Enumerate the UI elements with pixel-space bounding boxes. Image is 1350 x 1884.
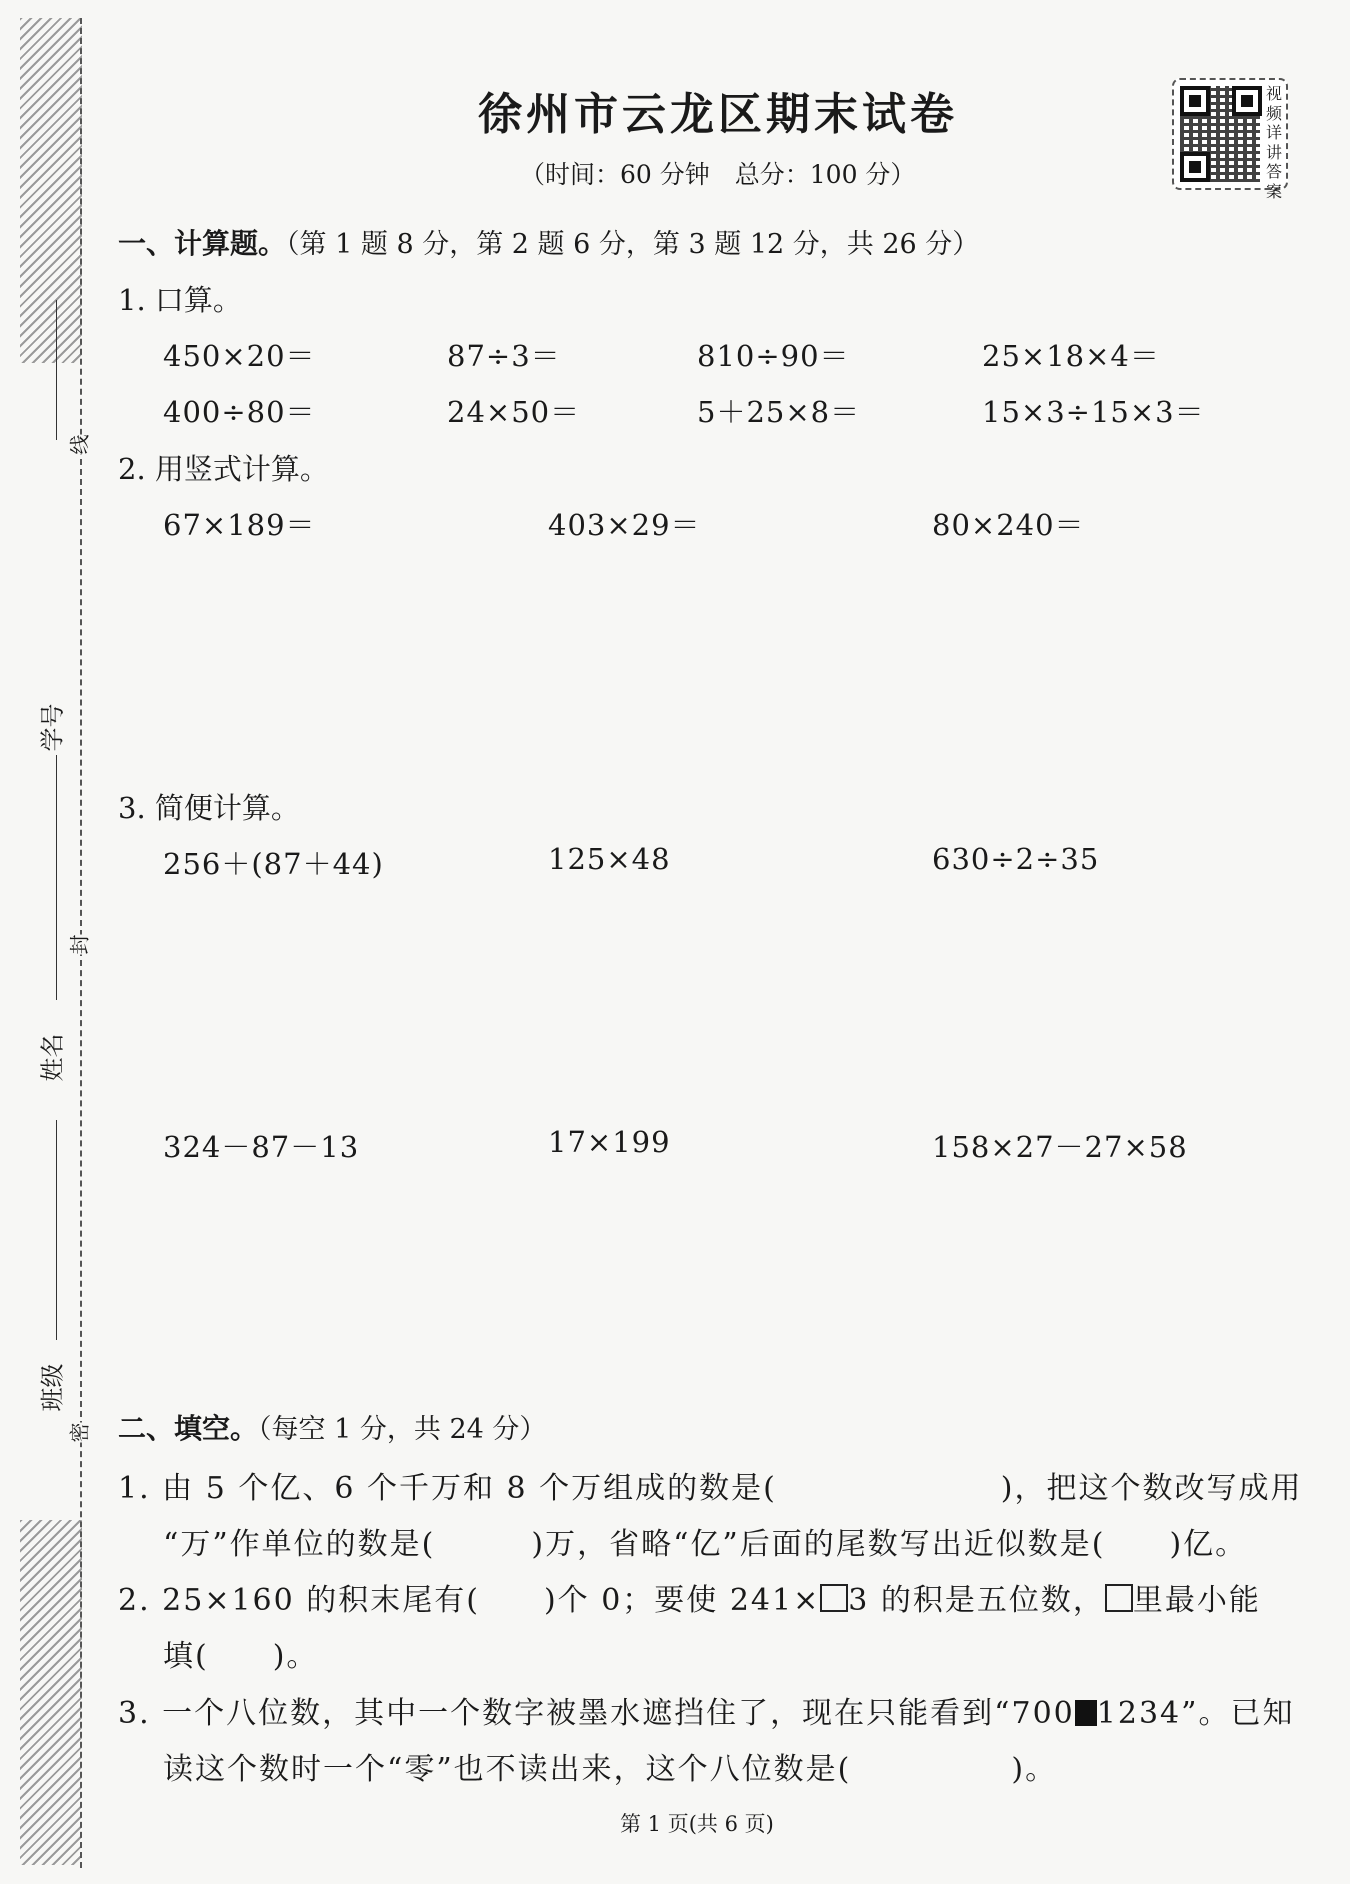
qr-finder-icon	[1232, 86, 1262, 116]
qr-caption: 视 频 详 讲 答 案	[1265, 84, 1282, 201]
student-id-label: 学号	[38, 703, 67, 752]
cut-mark-line: 线	[64, 435, 93, 455]
exam-info: （时间：60 分钟 总分：100 分）	[520, 160, 916, 189]
cut-mark-seal: 封	[64, 935, 93, 955]
q3-label: 3. 简便计算。	[118, 791, 300, 825]
fill-q2-line2: 填( )。	[163, 1639, 319, 1674]
ink-blot-icon	[1075, 1700, 1097, 1726]
binding-blank	[56, 755, 57, 1000]
qr-finder-icon	[1180, 152, 1210, 182]
simplify-item: 158×27－27×58	[932, 1130, 1188, 1164]
binding-hatch-bottom	[20, 1520, 82, 1865]
oral-item: 87÷3＝	[447, 339, 561, 373]
oral-item: 810÷90＝	[697, 339, 850, 373]
section-1-note: （第 1 题 8 分，第 2 题 6 分，第 3 题 12 分，共 26 分）	[286, 229, 980, 260]
page-title: 徐州市云龙区期末试卷	[478, 89, 958, 140]
fill-q2-line1: 2. 25×160 的积末尾有( )个 0；要使 241× 3 的积是五位数， 里最小能	[118, 1583, 1261, 1618]
oral-item: 15×3÷15×3＝	[982, 395, 1205, 429]
vertical-calc-item: 80×240＝	[932, 508, 1085, 542]
oral-item: 5＋25×8＝	[697, 395, 861, 429]
binding-hatch-top	[20, 18, 82, 363]
section-1-heading	[118, 222, 979, 262]
qr-code[interactable]	[1172, 78, 1288, 201]
simplify-item: 17×199	[548, 1125, 671, 1159]
binding-blank	[56, 1120, 57, 1340]
fill-q1-line2: “万”作单位的数是( )万，省略“亿”后面的尾数写出近似数是( )亿。	[163, 1527, 1248, 1562]
oral-item: 24×50＝	[447, 395, 581, 429]
section-2-title: 二、填空。	[118, 1412, 259, 1445]
blank-square-icon	[820, 1584, 848, 1612]
fill-q3-line1: 3. 一个八位数，其中一个数字被墨水遮挡住了，现在只能看到“700 1234”。已知	[118, 1696, 1295, 1731]
simplify-item: 324－87－13	[163, 1130, 360, 1164]
section-2-heading	[118, 1407, 546, 1447]
oral-item: 25×18×4＝	[982, 339, 1160, 373]
fill-q3-line2: 读这个数时一个“零”也不读出来，这个八位数是( )。	[163, 1752, 1058, 1787]
oral-item: 450×20＝	[163, 339, 316, 373]
section-2-note: （每空 1 分，共 24 分）	[258, 1414, 547, 1445]
oral-item: 400÷80＝	[163, 395, 316, 429]
page-number: 第 1 页(共 6 页)	[620, 1812, 774, 1836]
fill-q1-line1: 1. 由 5 个亿、6 个千万和 8 个万组成的数是( )，把这个数改写成用	[118, 1471, 1303, 1506]
qr-finder-icon	[1180, 86, 1210, 116]
simplify-item: 256＋(87＋44)	[163, 847, 384, 881]
section-1-title: 一、计算题。	[118, 227, 287, 260]
simplify-item: 125×48	[548, 842, 671, 876]
blank-square-icon	[1105, 1584, 1133, 1612]
cut-mark-secret: 密	[64, 1423, 93, 1443]
vertical-calc-item: 403×29＝	[548, 508, 701, 542]
binding-blank	[56, 300, 57, 440]
class-label: 班级	[38, 1363, 67, 1412]
q1-label: 1. 口算。	[118, 283, 242, 317]
student-name-label: 姓名	[38, 1033, 67, 1082]
q2-label: 2. 用竖式计算。	[118, 452, 329, 486]
vertical-calc-item: 67×189＝	[163, 508, 316, 542]
simplify-item: 630÷2÷35	[932, 842, 1100, 876]
